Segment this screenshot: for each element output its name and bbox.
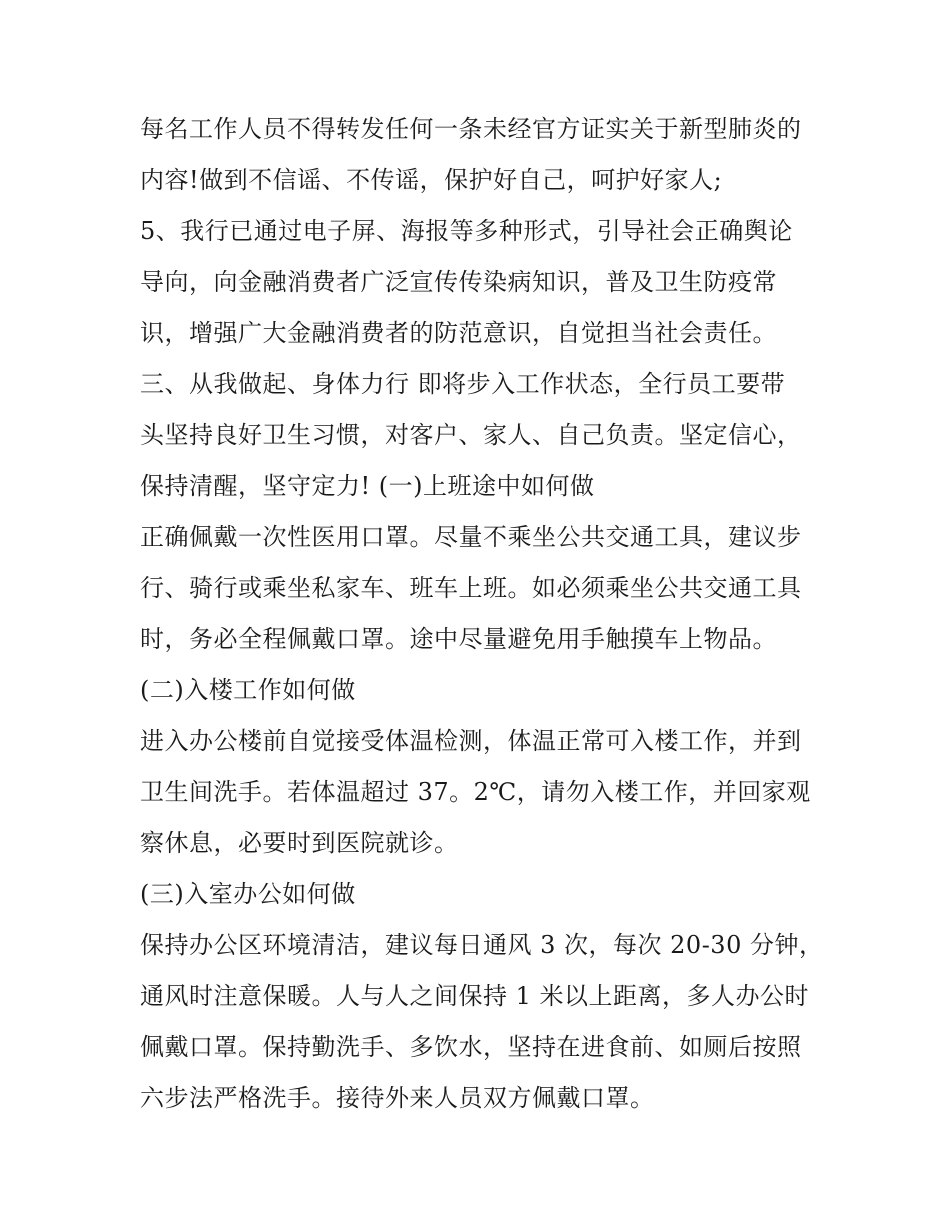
text-line: 六步法严格洗手。接待外来人员双方佩戴口罩。 — [140, 1084, 655, 1112]
text-line: 进入办公楼前自觉接受体温检测，体温正常可入楼工作，并到 — [140, 727, 802, 755]
text-line: 通风时注意保暖。人与人之间保持 1 米以上距离，多人办公时 — [140, 982, 810, 1010]
text-line: 佩戴口罩。保持勤洗手、多饮水，坚持在进食前、如厕后按照 — [140, 1033, 802, 1061]
section-heading: (三)入室办公如何做 — [140, 880, 356, 908]
section-heading: (二)入楼工作如何做 — [140, 676, 356, 704]
text-line: 导向，向金融消费者广泛宣传传染病知识，普及卫生防疫常 — [140, 268, 777, 296]
text-line: 保持清醒，坚守定力! (一)上班途中如何做 — [140, 472, 595, 500]
text-line: 每名工作人员不得转发任何一条未经官方证实关于新型肺炎的 — [140, 115, 802, 143]
text-line: 行、骑行或乘坐私家车、班车上班。如必须乘坐公共交通工具 — [140, 574, 802, 602]
text-line: 保持办公区环境清洁，建议每日通风 3 次，每次 20-30 分钟， — [140, 931, 824, 959]
text-line: 卫生间洗手。若体温超过 37。2℃，请勿入楼工作，并回家观 — [140, 778, 811, 806]
text-line: 识，增强广大金融消费者的防范意识，自觉担当社会责任。 — [140, 319, 777, 347]
text-line: 三、从我做起、身体力行 即将步入工作状态，全行员工要带 — [140, 370, 786, 398]
text-line: 内容!做到不信谣、不传谣，保护好自己，呵护好家人; — [140, 166, 723, 194]
document-body — [140, 104, 824, 1124]
text-line: 头坚持良好卫生习惯，对客户、家人、自己负责。坚定信心， — [140, 421, 802, 449]
text-line: 察休息，必要时到医院就诊。 — [140, 829, 459, 857]
text-line: 正确佩戴一次性医用口罩。尽量不乘坐公共交通工具，建议步 — [140, 523, 802, 551]
text-line: 时，务必全程佩戴口罩。途中尽量避免用手触摸车上物品。 — [140, 625, 777, 653]
text-line: 5、我行已通过电子屏、海报等多种形式，引导社会正确舆论 — [140, 217, 793, 245]
